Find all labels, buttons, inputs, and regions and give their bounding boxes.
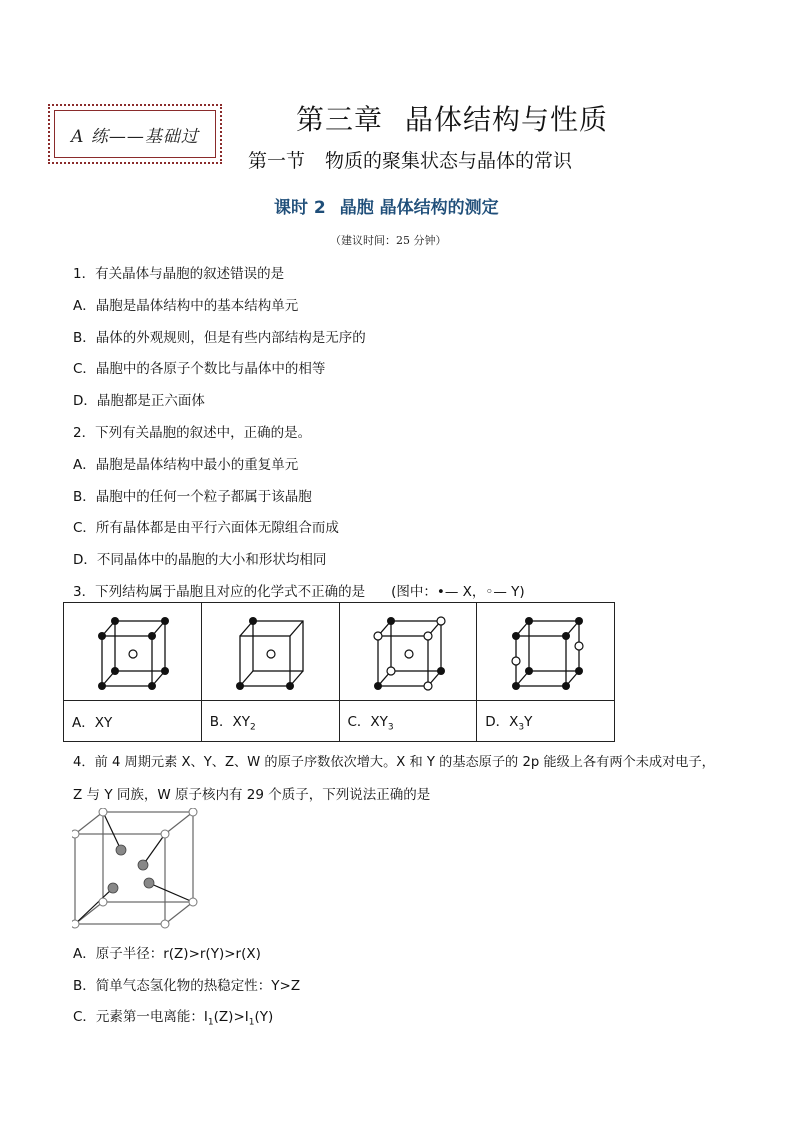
q3-option-c (339, 701, 477, 742)
q3-option-d-suffix: Y (524, 713, 533, 730)
lesson-number: 课时 2 (274, 198, 326, 218)
q3-option-d-text: D．X (485, 713, 519, 730)
q1-option-d: D．晶胞都是正六面体 (73, 393, 205, 409)
q4-option-c-text: C．元素第一电离能：I (73, 1009, 208, 1025)
q3-cell-b-figure (201, 603, 339, 701)
badge-label: A 练——基础过 (54, 110, 216, 158)
q3-option-b-subscript: 2 (250, 722, 256, 733)
section-title (248, 146, 572, 173)
q3-cell-a-figure (64, 603, 202, 701)
q4-stem-line2: Z 与 Y 同族，W 原子核内有 29 个质子，下列说法正确的是 (73, 787, 431, 803)
chapter-name: 晶体结构与性质 (405, 103, 609, 136)
q3-cell-c-figure (339, 603, 477, 701)
q1-option-c: C．晶胞中的各原子个数比与晶体中的相等 (73, 361, 326, 377)
q4-option-b: B．简单气态氢化物的热稳定性：Y>Z (73, 978, 301, 994)
chapter-title (296, 98, 608, 138)
q4-option-c-mid: (Z)>I (213, 1009, 249, 1025)
q3-option-a (64, 701, 202, 742)
lesson-title (274, 193, 499, 218)
q3-option-a-text: A．XY (72, 715, 113, 731)
q3-option-d-subscript: 3 (518, 722, 525, 733)
q2-option-b: B．晶胞中的任何一个粒子都属于该晶胞 (73, 489, 312, 505)
q3-legend: (图中：•— X，◦— Y) (391, 584, 525, 600)
section-number: 第一节 (248, 150, 306, 172)
crystal-cell-d-diagram (496, 605, 596, 695)
q4-stem-line1: 4．前 4 周期元素 X、Y、Z、W 的原子序数依次增大。X 和 Y 的基态原子的 2p 能级上各有两个未成对电子， (73, 755, 715, 770)
crystal-cell-b-diagram (220, 605, 320, 695)
q3-stem (73, 580, 525, 600)
q3-option-c-subscript: 3 (387, 722, 394, 733)
q3-option-b-text: B．XY (209, 713, 251, 730)
chapter-number: 第三章 (296, 103, 384, 136)
q2-stem: 2．下列有关晶胞的叙述中，正确的是。 (73, 425, 312, 441)
q1-option-b: B．晶体的外观规则，但是有些内部结构是无序的 (73, 330, 366, 346)
q1-option-a: A．晶胞是晶体结构中的基本结构单元 (73, 298, 299, 314)
q3-option-b (201, 701, 339, 742)
q4-crystal-structure-diagram (72, 808, 202, 933)
lesson-name: 晶胞 晶体结构的测定 (339, 198, 499, 218)
q4-option-c-sub1: 1 (207, 1017, 214, 1028)
q3-stem-text: 3．下列结构属于晶胞且对应的化学式不正确的是 (73, 584, 366, 600)
q1-stem: 1．有关晶体与晶胞的叙述错误的是 (73, 266, 285, 282)
suggested-time: （建议时间：25 分钟） (330, 234, 447, 247)
q4-option-c (73, 1005, 273, 1028)
q2-option-c: C．所有晶体都是由平行六面体无隙组合而成 (73, 520, 339, 536)
q2-option-d: D．不同晶体中的晶胞的大小和形状均相同 (73, 552, 327, 568)
section-name: 物质的聚集状态与晶体的常识 (325, 150, 573, 172)
q3-option-c-text: C．XY (347, 713, 388, 730)
q3-cell-d-figure (477, 603, 615, 701)
practice-level-badge (48, 104, 222, 164)
q2-option-a: A．晶胞是晶体结构中最小的重复单元 (73, 457, 299, 473)
q4-option-c-suffix: (Y) (254, 1009, 274, 1025)
q3-options-table (63, 602, 615, 742)
crystal-cell-a-diagram (82, 605, 182, 695)
q4-option-a: A．原子半径：r(Z)>r(Y)>r(X) (73, 946, 261, 962)
q3-option-d (477, 701, 615, 742)
q4-option-c-sub2: 1 (248, 1017, 255, 1028)
crystal-cell-c-diagram (358, 605, 458, 695)
